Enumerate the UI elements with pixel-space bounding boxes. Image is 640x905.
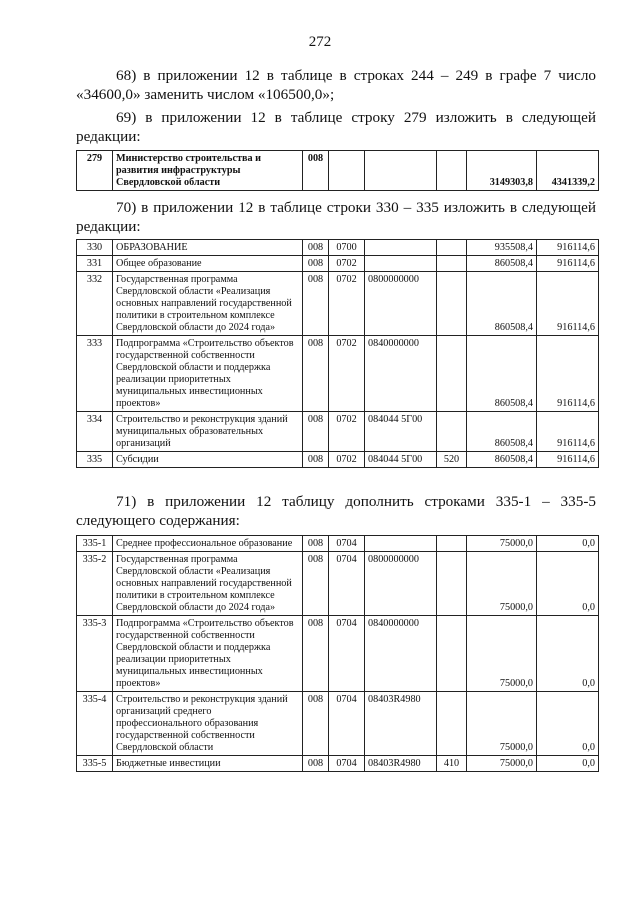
expense-type-cell — [437, 336, 467, 412]
expense-type-cell: 410 — [437, 756, 467, 772]
table-rows-335-1-335-5 — [76, 535, 599, 772]
section-code-cell: 0704 — [329, 692, 365, 756]
amount-2021-cell: 860508,4 — [467, 412, 537, 452]
amount-2022-cell: 0,0 — [537, 552, 599, 616]
expense-type-cell — [437, 151, 467, 191]
name-cell: Подпрограмма «Строительство объектов государственной собственности Свердловской области и поддержка реализации приоритетных муниципальных инвестиционных проектов» — [113, 336, 303, 412]
target-code-cell — [365, 536, 437, 552]
target-code-cell: 0840000000 — [365, 336, 437, 412]
section-code-cell — [329, 151, 365, 191]
expense-type-cell — [437, 616, 467, 692]
amount-2022-cell: 0,0 — [537, 756, 599, 772]
amount-2021-cell: 3149303,8 — [467, 151, 537, 191]
table-row-279 — [76, 150, 599, 191]
ministry-code-cell: 008 — [303, 452, 329, 468]
page-number: 272 — [308, 34, 332, 50]
name-cell: Субсидии — [113, 452, 303, 468]
row-number-cell: 332 — [77, 272, 113, 336]
ministry-code-cell: 008 — [303, 616, 329, 692]
amount-2022-cell: 0,0 — [537, 692, 599, 756]
section-code-cell: 0702 — [329, 336, 365, 412]
target-code-cell: 08403R4980 — [365, 692, 437, 756]
table-row — [77, 616, 599, 692]
target-code-cell — [365, 240, 437, 256]
ministry-code-cell: 008 — [303, 151, 329, 191]
amount-2021-cell: 860508,4 — [467, 272, 537, 336]
name-cell: Государственная программа Свердловской области «Реализация основных направлений государственной политики в строительном комплексе Свердловской области до 2024 года» — [113, 272, 303, 336]
table-row — [77, 692, 599, 756]
expense-type-cell — [437, 256, 467, 272]
amount-2022-cell: 916114,6 — [537, 412, 599, 452]
row-number-cell: 335-5 — [77, 756, 113, 772]
table-row — [77, 412, 599, 452]
target-code-cell: 08403R4980 — [365, 756, 437, 772]
target-code-cell: 0800000000 — [365, 552, 437, 616]
row-number-cell: 279 — [77, 151, 113, 191]
section-code-cell: 0704 — [329, 536, 365, 552]
row-number-cell: 335 — [77, 452, 113, 468]
table-row — [77, 336, 599, 412]
section-code-cell: 0702 — [329, 412, 365, 452]
table-row — [77, 756, 599, 772]
name-cell: ОБРАЗОВАНИЕ — [113, 240, 303, 256]
target-code-cell: 084044 5Г00 — [365, 412, 437, 452]
amount-2022-cell: 916114,6 — [537, 240, 599, 256]
name-cell: Подпрограмма «Строительство объектов государственной собственности Свердловской области и поддержка реализации приоритетных муниципальных инвестиционных проектов» — [113, 616, 303, 692]
table-row — [77, 452, 599, 468]
expense-type-cell: 520 — [437, 452, 467, 468]
section-code-cell: 0702 — [329, 452, 365, 468]
expense-type-cell — [437, 240, 467, 256]
amount-2021-cell: 935508,4 — [467, 240, 537, 256]
section-code-cell: 0700 — [329, 240, 365, 256]
row-number-cell: 333 — [77, 336, 113, 412]
table-row — [77, 240, 599, 256]
target-code-cell — [365, 256, 437, 272]
row-number-cell: 331 — [77, 256, 113, 272]
table-row — [77, 151, 599, 191]
name-cell: Строительство и реконструкция зданий муниципальных образовательных организаций — [113, 412, 303, 452]
table-rows-330-335 — [76, 239, 599, 468]
name-cell: Бюджетные инвестиции — [113, 756, 303, 772]
amount-2021-cell: 75000,0 — [467, 552, 537, 616]
name-cell: Государственная программа Свердловской области «Реализация основных направлений государственной политики в строительном комплексе Свердловской области до 2024 года» — [113, 552, 303, 616]
row-number-cell: 335-4 — [77, 692, 113, 756]
name-cell: Министерство строительства и развития инфраструктуры Свердловской области — [113, 151, 303, 191]
ministry-code-cell: 008 — [303, 756, 329, 772]
section-code-cell: 0704 — [329, 616, 365, 692]
row-number-cell: 335-3 — [77, 616, 113, 692]
expense-type-cell — [437, 692, 467, 756]
table-row — [77, 272, 599, 336]
expense-type-cell — [437, 536, 467, 552]
amount-2021-cell: 860508,4 — [467, 256, 537, 272]
paragraph-70: 70) в приложении 12 в таблице строки 330 – 335 изложить в следующей редакции: — [76, 199, 596, 235]
expense-type-cell — [437, 552, 467, 616]
row-number-cell: 335-1 — [77, 536, 113, 552]
target-code-cell: 0800000000 — [365, 272, 437, 336]
amount-2021-cell: 75000,0 — [467, 616, 537, 692]
amount-2021-cell: 860508,4 — [467, 336, 537, 412]
row-number-cell: 330 — [77, 240, 113, 256]
target-code-cell: 0840000000 — [365, 616, 437, 692]
table-row — [77, 256, 599, 272]
table-row — [77, 552, 599, 616]
name-cell: Среднее профессиональное образование — [113, 536, 303, 552]
table-row — [77, 536, 599, 552]
amount-2021-cell: 860508,4 — [467, 452, 537, 468]
amount-2022-cell: 0,0 — [537, 536, 599, 552]
amount-2021-cell: 75000,0 — [467, 692, 537, 756]
target-code-cell: 084044 5Г00 — [365, 452, 437, 468]
section-code-cell: 0704 — [329, 552, 365, 616]
expense-type-cell — [437, 412, 467, 452]
amount-2022-cell: 916114,6 — [537, 336, 599, 412]
section-code-cell: 0704 — [329, 756, 365, 772]
ministry-code-cell: 008 — [303, 256, 329, 272]
paragraph-69: 69) в приложении 12 в таблице строку 279 изложить в следующей редакции: — [76, 109, 596, 145]
amount-2022-cell: 0,0 — [537, 616, 599, 692]
amount-2021-cell: 75000,0 — [467, 536, 537, 552]
section-code-cell: 0702 — [329, 272, 365, 336]
paragraph-71: 71) в приложении 12 таблицу дополнить строками 335-1 – 335-5 следующего содержания: — [76, 493, 596, 529]
row-number-cell: 335-2 — [77, 552, 113, 616]
ministry-code-cell: 008 — [303, 272, 329, 336]
row-number-cell: 334 — [77, 412, 113, 452]
section-code-cell: 0702 — [329, 256, 365, 272]
ministry-code-cell: 008 — [303, 552, 329, 616]
ministry-code-cell: 008 — [303, 240, 329, 256]
amount-2022-cell: 916114,6 — [537, 256, 599, 272]
amount-2022-cell: 916114,6 — [537, 272, 599, 336]
name-cell: Общее образование — [113, 256, 303, 272]
ministry-code-cell: 008 — [303, 336, 329, 412]
name-cell: Строительство и реконструкция зданий организаций среднего профессионального образования государственной собственности Свердловской области — [113, 692, 303, 756]
paragraph-68: 68) в приложении 12 в таблице в строках 244 – 249 в графе 7 число «34600,0» заменить числом «106500,0»; — [76, 67, 596, 103]
ministry-code-cell: 008 — [303, 536, 329, 552]
amount-2022-cell: 4341339,2 — [537, 151, 599, 191]
amount-2021-cell: 75000,0 — [467, 756, 537, 772]
ministry-code-cell: 008 — [303, 692, 329, 756]
amount-2022-cell: 916114,6 — [537, 452, 599, 468]
ministry-code-cell: 008 — [303, 412, 329, 452]
expense-type-cell — [437, 272, 467, 336]
target-code-cell — [365, 151, 437, 191]
